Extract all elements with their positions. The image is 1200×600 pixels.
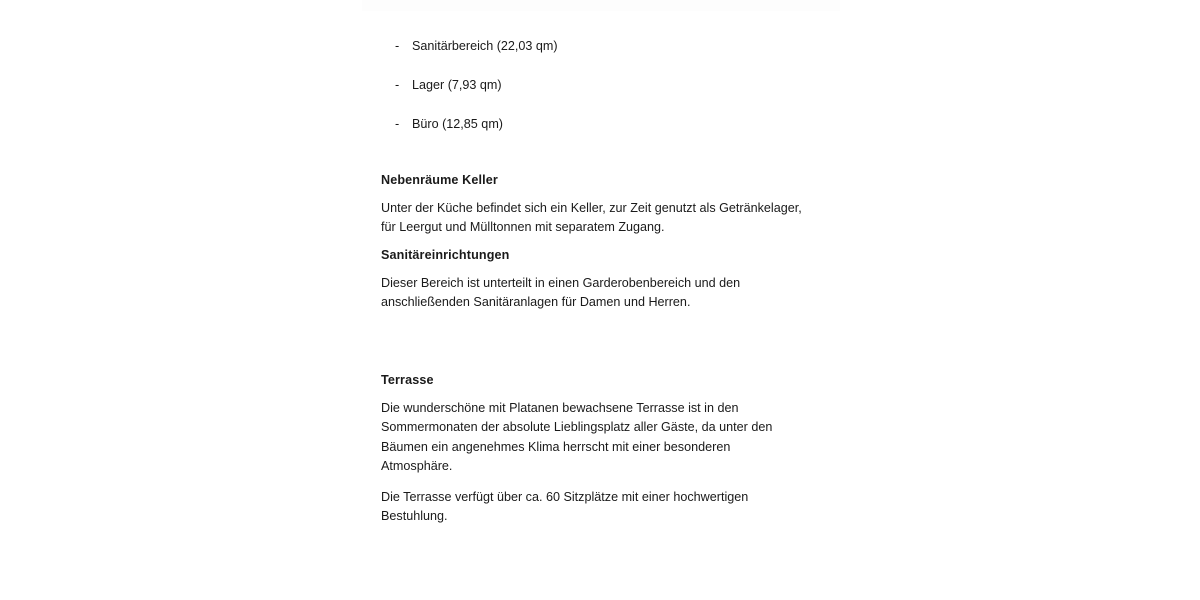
- section-heading: Nebenräume Keller: [381, 173, 498, 187]
- list-item: [381, 77, 821, 116]
- dash-bullet-icon: -: [395, 78, 400, 92]
- dash-bullet-icon: -: [395, 117, 400, 131]
- list-item-label: Büro (12,85 qm): [412, 117, 503, 131]
- section-heading: Terrasse: [381, 373, 434, 387]
- section-paragraph: Die wunderschöne mit Platanen bewachsene Terrasse ist in den Sommermonaten der absolute Lieblingsplatz aller Gäste, da unter den Bäumen ein angenehmes Klima herrscht mit einer besonderen Atmosphäre.: [381, 401, 773, 474]
- section-sanitaereinrichtungen: [381, 247, 761, 313]
- section-paragraph: Die Terrasse verfügt über ca. 60 Sitzplätze mit einer hochwertigen Bestuhlung.: [381, 489, 749, 524]
- page-edge-band: [362, 0, 840, 11]
- list-item-label: Lager (7,93 qm): [412, 78, 502, 92]
- dash-bullet-icon: -: [395, 39, 400, 53]
- section-paragraph: Dieser Bereich ist unterteilt in einen Garderobenbereich und den anschließenden Sanitäranlagen für Damen und Herren.: [381, 276, 741, 310]
- section-paragraph: Unter der Küche befindet sich ein Keller, zur Zeit genutzt als Getränkelager, für Leergut und Mülltonnen mit separatem Zugang.: [381, 201, 802, 235]
- section-terrasse: [381, 372, 781, 526]
- room-area-list: [381, 38, 821, 155]
- list-item-label: Sanitärbereich (22,03 qm): [412, 39, 558, 53]
- section-nebenraeume-keller: [381, 172, 809, 238]
- list-item: [381, 116, 821, 155]
- list-item: [381, 38, 821, 77]
- section-heading: Sanitäreinrichtungen: [381, 248, 510, 262]
